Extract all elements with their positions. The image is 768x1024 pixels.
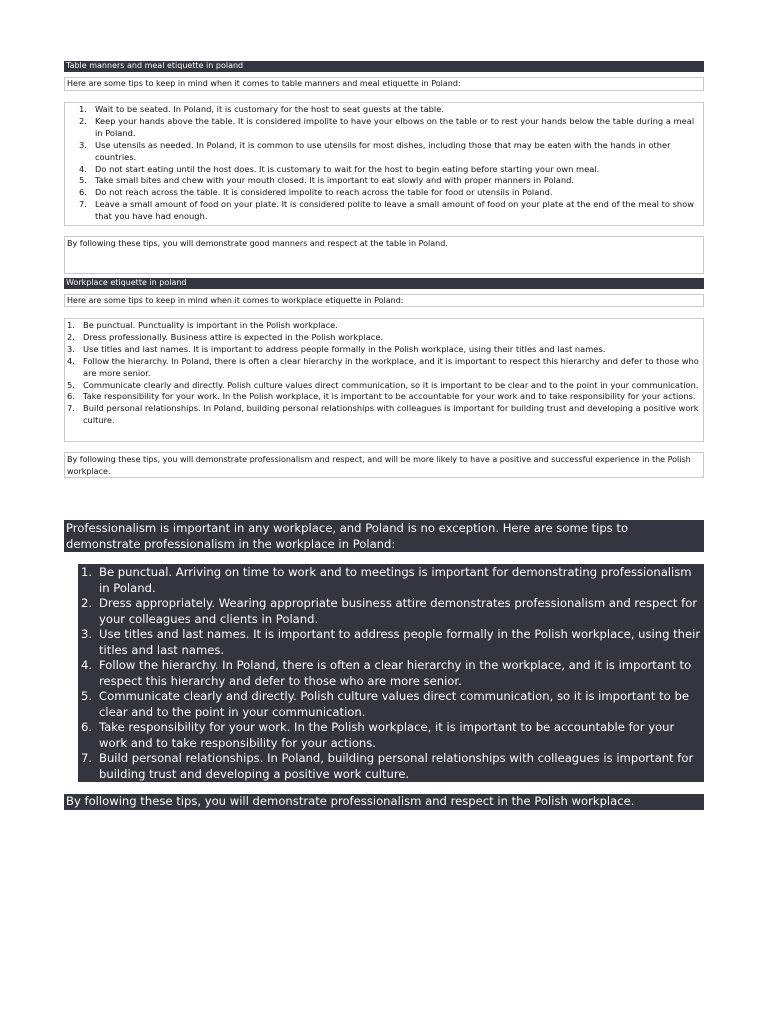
list-box-workplace-etiquette bbox=[64, 318, 704, 442]
tips-list-professionalism bbox=[81, 565, 701, 782]
list-item: 7. Build personal relationships. In Poland, building personal relationships with colleagues is important for building trust and developing a positive work culture. bbox=[81, 751, 694, 781]
list-item: 1. Be punctual. Arriving on time to work and to meetings is important for demonstrating professionalism in Poland. bbox=[81, 565, 692, 595]
list-item: 2. Keep your hands above the table. It is considered impolite to have your elbows on the table or to rest your hands below the table during a meal in Poland. bbox=[79, 115, 695, 138]
intro-table-manners: Here are some tips to keep in mind when it comes to table manners and meal etiquette in Poland: bbox=[64, 77, 704, 91]
list-box-table-manners bbox=[64, 102, 704, 226]
list-item: 6. Do not reach across the table. It is considered impolite to reach across the table for food or utensils in Poland. bbox=[79, 187, 553, 198]
list-item: 4. Follow the hierarchy. In Poland, there is often a clear hierarchy in the workplace, and it is important to respect this hierarchy and defer to those who are more senior. bbox=[67, 355, 699, 378]
tips-list-workplace-etiquette bbox=[67, 320, 699, 427]
outro-table-manners: By following these tips, you will demonstrate good manners and respect at the table in Poland. bbox=[64, 236, 704, 274]
list-item: 4. Do not start eating until the host does. It is customary to wait for the host to begin eating before starting your own meal. bbox=[79, 163, 600, 174]
list-item: 6. Take responsibility for your work. In the Polish workplace, it is important to be accountable for your work and to take responsibility for your actions. bbox=[81, 720, 675, 750]
outro-professionalism: By following these tips, you will demonstrate professionalism and respect in the Polish workplace. bbox=[64, 794, 704, 810]
list-item: 3. Use utensils as needed. In Poland, it is common to use utensils for most dishes, including those that may be eaten with the hands in other countries. bbox=[79, 139, 671, 162]
list-box-professionalism bbox=[78, 564, 704, 782]
list-item: 7. Build personal relationships. In Poland, building personal relationships with colleagues is important for building trust and developing a positive work culture. bbox=[67, 403, 699, 426]
list-item: 5. Take small bites and chew with your mouth closed. It is important to eat slowly and with proper manners in Poland. bbox=[79, 175, 575, 186]
list-item: 5. Communicate clearly and directly. Polish culture values direct communication, so it is important to be clear and to the point in your communication. bbox=[81, 689, 689, 719]
list-item: 3. Use titles and last names. It is important to address people formally in the Polish workplace, using their titles and last names. bbox=[81, 627, 701, 657]
section-title-table-manners: Table manners and meal etiquette in poland bbox=[64, 61, 704, 72]
intro-professionalism: Professionalism is important in any workplace, and Poland is no exception. Here are some tips to demonstrate professionalism in the workplace in Poland: bbox=[64, 520, 704, 552]
list-item: 4. Follow the hierarchy. In Poland, there is often a clear hierarchy in the workplace, and it is important to respect this hierarchy and defer to those who are more senior. bbox=[81, 658, 692, 688]
section-title-workplace-etiquette: Workplace etiquette in poland bbox=[64, 278, 704, 289]
list-item: 7. Leave a small amount of food on your plate. It is considered polite to leave a small amount of food on your plate at the end of the meal to show that you have had enough. bbox=[79, 199, 695, 222]
list-item: 2. Dress professionally. Business attire is expected in the Polish workplace. bbox=[67, 331, 384, 342]
outro-workplace-etiquette: By following these tips, you will demonstrate professionalism and respect, and will be more likely to have a positive and successful experience in the Polish workplace. bbox=[64, 452, 704, 478]
tips-list-table-manners bbox=[79, 104, 699, 223]
list-item: 2. Dress appropriately. Wearing appropriate business attire demonstrates professionalism and respect for your colleagues and clients in Poland. bbox=[81, 596, 698, 626]
list-item: 1. Be punctual. Punctuality is important in the Polish workplace. bbox=[67, 320, 338, 330]
list-item: 3. Use titles and last names. It is important to address people formally in the Polish workplace, using their titles and last names. bbox=[67, 343, 606, 354]
intro-workplace-etiquette: Here are some tips to keep in mind when it comes to workplace etiquette in Poland: bbox=[64, 294, 704, 307]
list-item: 5. Communicate clearly and directly. Polish culture values direct communication, so it is important to be clear and to the point in your communication. bbox=[67, 379, 699, 390]
list-item: 1. Wait to be seated. In Poland, it is customary for the host to seat guests at the table. bbox=[79, 104, 444, 114]
list-item: 6. Take responsibility for your work. In the Polish workplace, it is important to be accountable for your work and to take responsibility for your actions. bbox=[67, 391, 696, 402]
